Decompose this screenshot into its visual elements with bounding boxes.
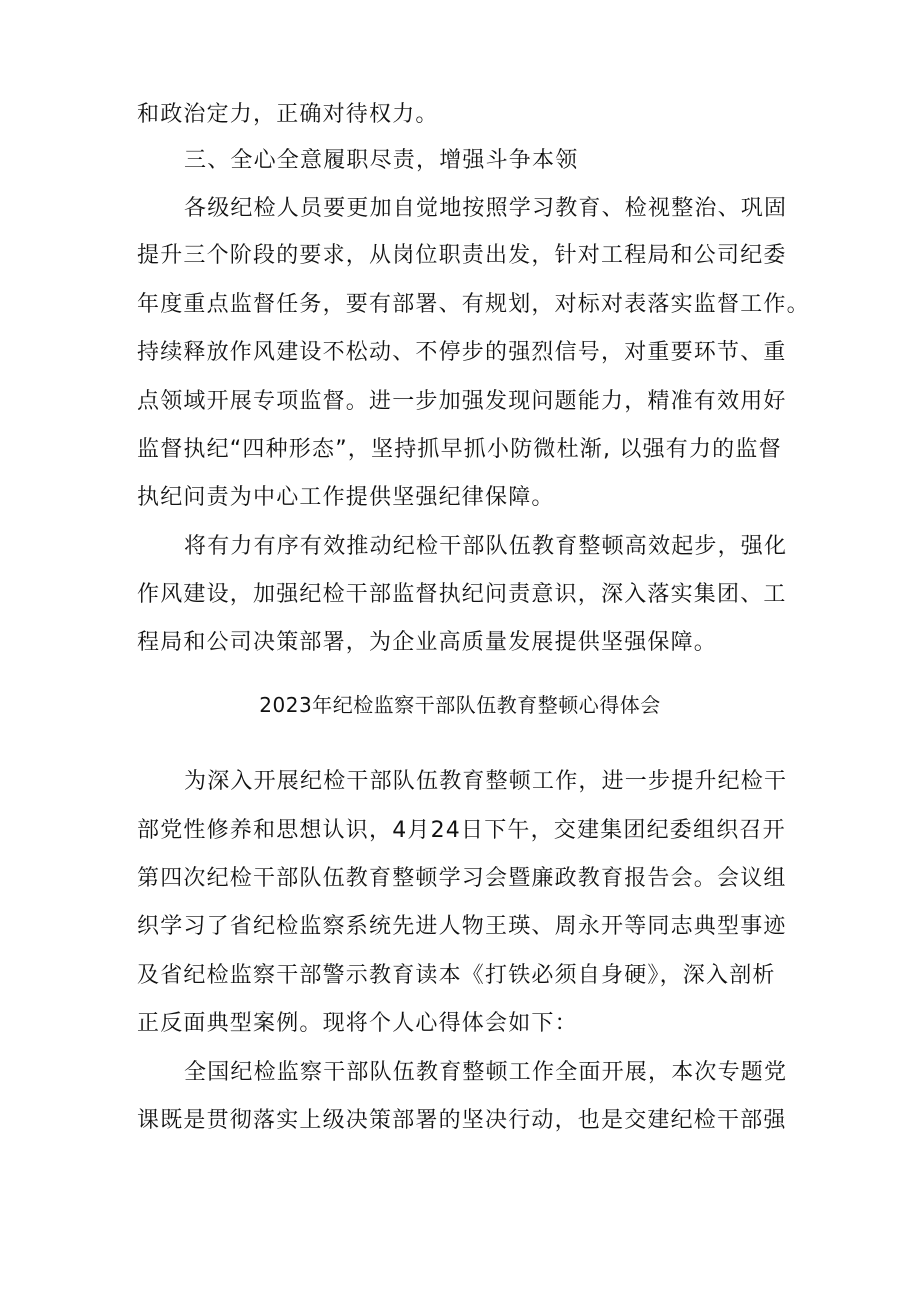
heading-text: 三、全心全意履职尽责，增强斗争本领 bbox=[184, 148, 579, 173]
text-line: 及省纪检监察干部警示教育读本《打铁必须自身硬》，深入剖析 bbox=[137, 963, 776, 988]
text-line: 全国纪检监察干部队伍教育整顿工作全面开展，本次专题党 bbox=[184, 1060, 788, 1085]
text-line: 织学习了省纪检监察系统先进人物王瑛、周永开等同志典型事迹 bbox=[137, 914, 787, 939]
document-title: 2023年纪检监察干部队伍教育整顿心得体会 bbox=[259, 693, 661, 717]
text-line: 作风建设，加强纪检干部监督执纪问责意识，深入落实集团、工 bbox=[137, 582, 787, 607]
text-line: 程局和公司决策部署，为企业高质量发展提供坚强保障。 bbox=[137, 630, 718, 655]
text-line: 点领域开展专项监督。进一步加强发现问题能力，精准有效用好 bbox=[137, 389, 787, 414]
text-line: 将有力有序有效推动纪检干部队伍教育整顿高效起步，强化 bbox=[184, 534, 788, 559]
text-line: 课既是贯彻落实上级决策部署的坚决行动，也是交建纪检干部强 bbox=[137, 1108, 787, 1133]
text-line: 持续释放作风建设不松动、不停步的强烈信号，对重要环节、重 bbox=[137, 340, 787, 365]
text-line: 执纪问责为中心工作提供坚强纪律保障。 bbox=[137, 485, 555, 510]
text-line: 提升三个阶段的要求，从岗位职责出发，针对工程局和公司纪委 bbox=[137, 243, 787, 268]
text-line: 各级纪检人员要更加自觉地按照学习教育、检视整治、巩固 bbox=[184, 196, 788, 221]
text-line: 和政治定力，正确对待权力。 bbox=[137, 102, 439, 127]
text-line: 正反面典型案例。现将个人心得体会如下： bbox=[137, 1011, 578, 1036]
text-line: 监督执纪“四种形态”，坚持抓早抓小防微杜渐, 以强有力的监督 bbox=[137, 437, 782, 462]
text-line: 为深入开展纪检干部队伍教育整顿工作，进一步提升纪检干 bbox=[184, 769, 788, 794]
text-line: 年度重点监督任务，要有部署、有规划，对标对表落实监督工作。 bbox=[137, 292, 810, 317]
text-line: 第四次纪检干部队伍教育整顿学习会暨廉政教育报告会。会议组 bbox=[137, 866, 787, 891]
text-line: 部党性修养和思想认识，4月24日下午，交建集团纪委组织召开 bbox=[137, 818, 786, 843]
